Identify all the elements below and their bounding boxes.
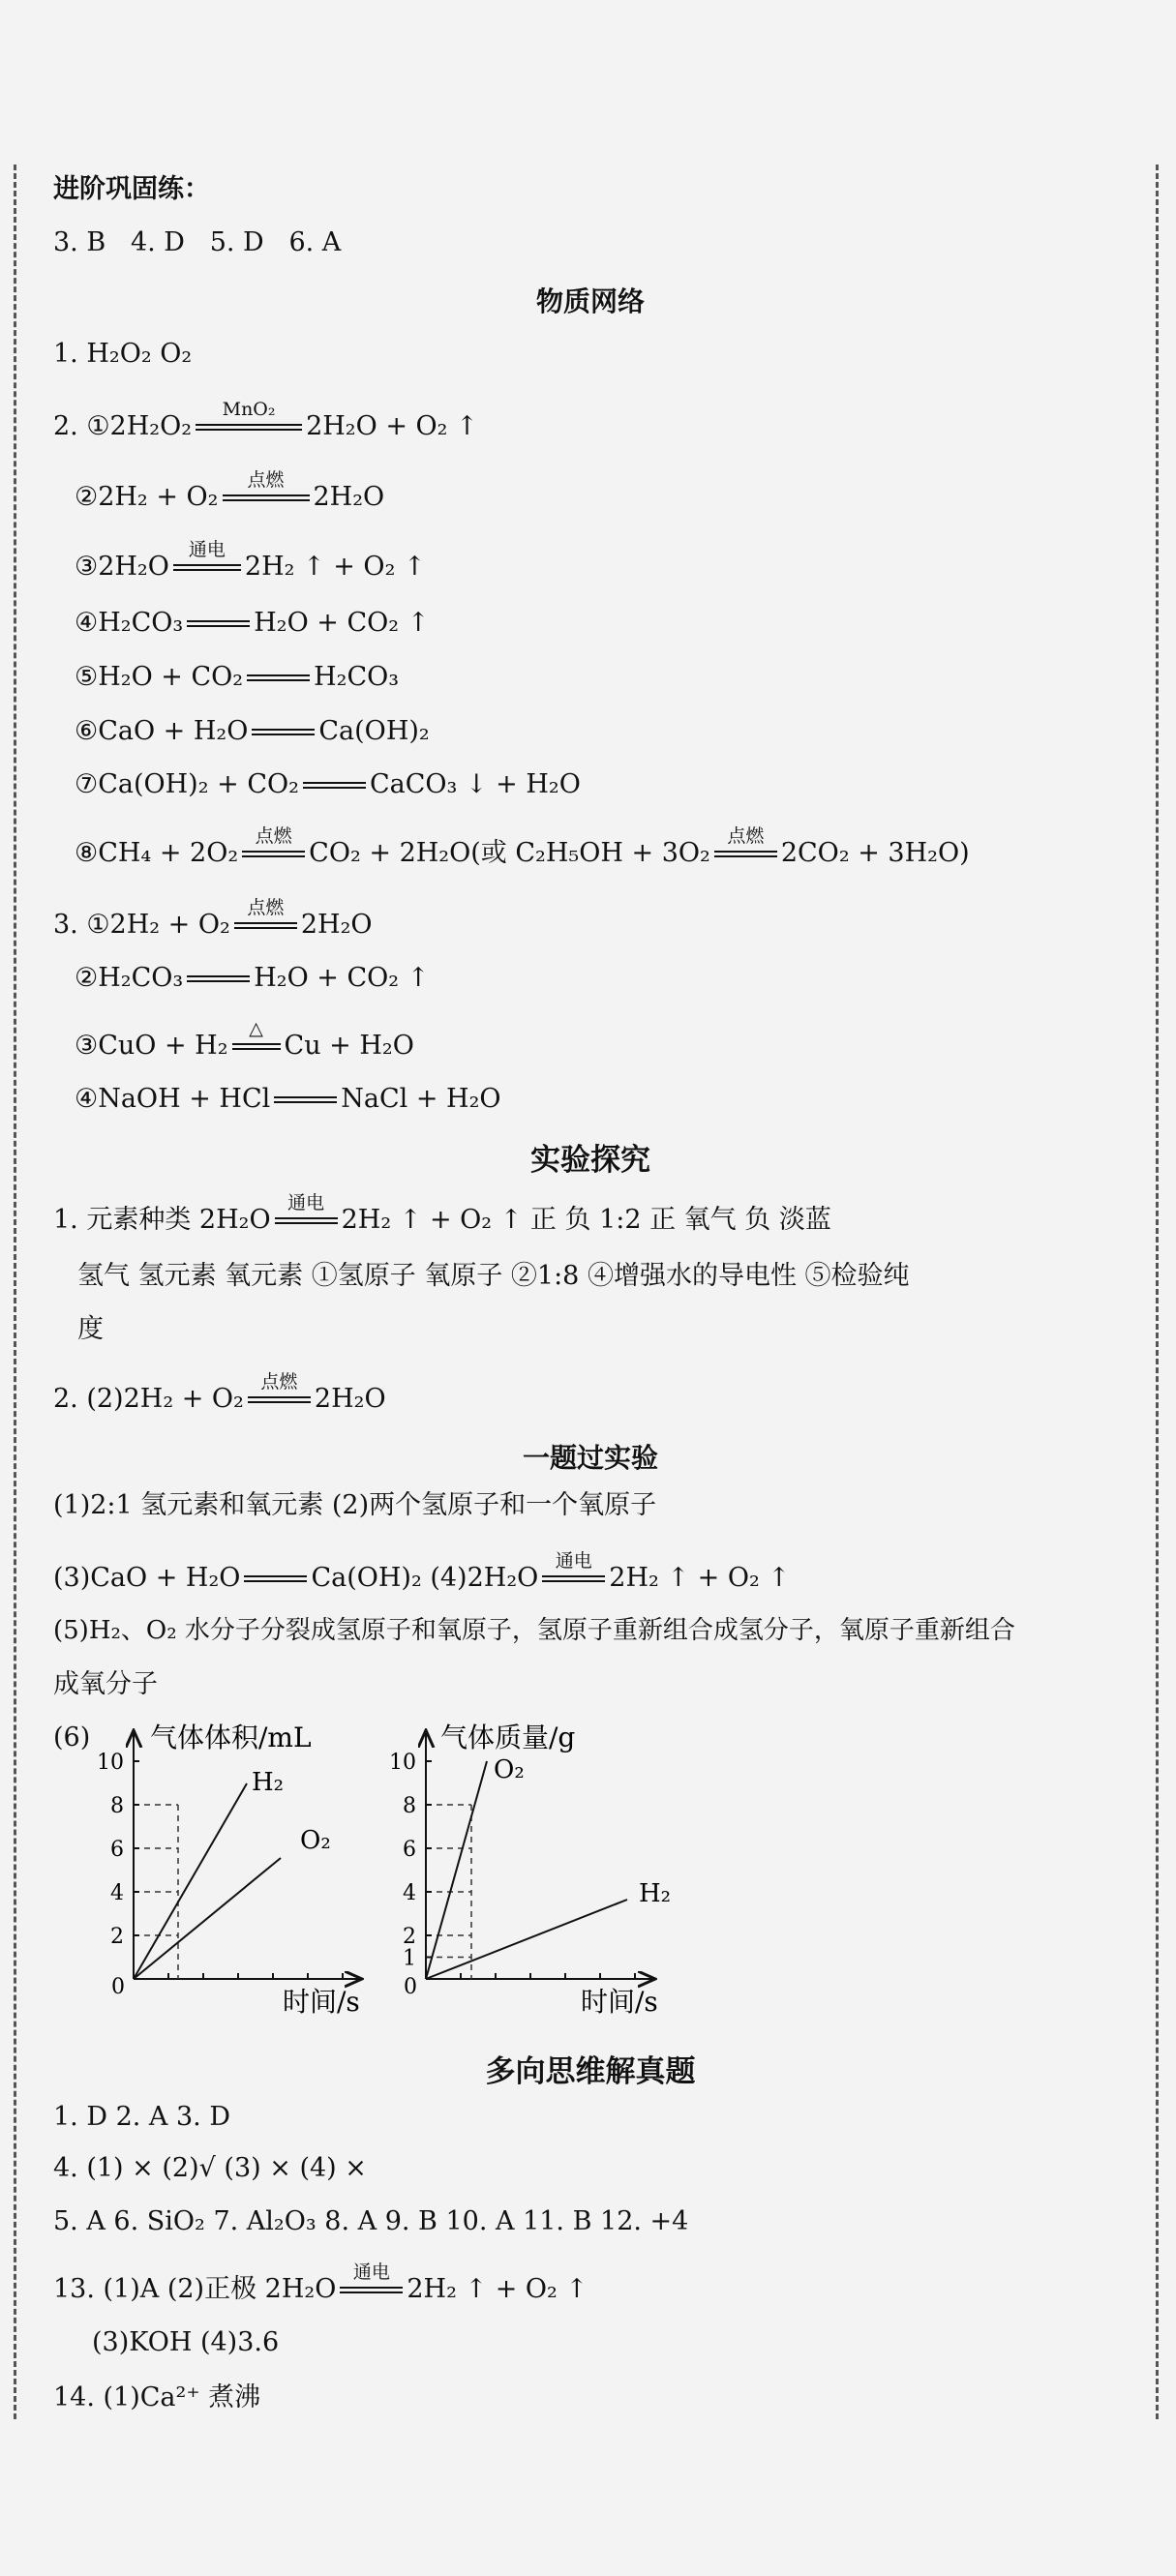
y-tick-label: 6 (403, 1838, 416, 1862)
series-line-o2 (426, 1761, 487, 1979)
left-margin-dashes (14, 165, 16, 2419)
equation-line: ⑦Ca(OH)₂ + CO₂ CaCO₃ ↓ + H₂O (75, 769, 581, 799)
one-line: (1)2:1 氢元素和氧元素 (2)两个氢原子和一个氧原子 (53, 1490, 657, 1520)
y-tick-label: 4 (403, 1881, 416, 1905)
series-label-h2: H₂ (639, 1879, 672, 1908)
review-answer: 5. D (209, 227, 264, 257)
y-axis-label: 气体体积/mL (150, 1722, 312, 1753)
multi-line: 1. D 2. A 3. D (53, 2102, 230, 2132)
graph-mass (368, 1713, 687, 2022)
y-tick-label: 2 (110, 1925, 124, 1949)
series-label-o2: O₂ (300, 1826, 331, 1855)
equation-line: ③2H₂O 通电 2H₂ ↑ + O₂ ↑ (75, 539, 426, 582)
experiment-line: 2. (2)2H₂ + O₂ 点燃 2H₂O (53, 1371, 386, 1414)
y-tick-label: 2 (403, 1925, 416, 1949)
multi-line: 4. (1) × (2)√ (3) × (4) × (53, 2153, 367, 2183)
experiment-line: 氢气 氢元素 氧元素 ①氢原子 氧原子 ②1:8 ④增强水的导电性 ⑤检验纯 (77, 1261, 910, 1291)
review-answer: 4. D (130, 227, 185, 257)
y-tick-label: 1 (403, 1946, 416, 1971)
multi-line: 14. (1)Ca²⁺ 煮沸 (53, 2382, 261, 2412)
y-tick-label: 8 (403, 1794, 416, 1818)
equation-line: ③CuO + H₂ △ Cu + H₂O (75, 1018, 414, 1061)
section-title-multi: 多向思维解真题 (485, 2054, 696, 2089)
review-answer: 6. A (288, 227, 342, 257)
review-answers (53, 227, 341, 258)
equation-line: ②2H₂ + O₂ 点燃 2H₂O (75, 469, 385, 512)
equation-line: 3. ①2H₂ + O₂ 点燃 2H₂O (53, 897, 373, 940)
equation-line: ④NaOH + HCl NaCl + H₂O (75, 1084, 501, 1114)
one-line: (5)H₂、O₂ 水分子分裂成氢原子和氧原子，氢原子重新组合成氢分子，氧原子重新组合 (53, 1616, 1015, 1645)
y-tick-label: 4 (110, 1881, 124, 1905)
equation-line: ⑧CH₄ + 2O₂ 点燃 CO₂ + 2H₂O(或 C₂H₅OH + 3O₂ 点燃 2CO₂ + 3H₂O) (75, 825, 970, 868)
x-axis-label: 时间/s (581, 1986, 658, 2018)
review-answer: 3. B (53, 227, 106, 257)
series-label-h2: H₂ (252, 1768, 285, 1797)
series-line-o2 (134, 1858, 281, 1979)
graph-volume (58, 1713, 377, 2022)
one-line: (6) (53, 1722, 91, 1752)
y-tick-label: 10 (389, 1751, 416, 1775)
origin-label: 0 (404, 1975, 417, 1999)
multi-line: 13. (1)A (2)正极 2H₂O 通电 2H₂ ↑ + O₂ ↑ (53, 2261, 588, 2304)
right-margin-dashes (1156, 165, 1159, 2419)
section-title-one: 一题过实验 (522, 1442, 658, 1474)
y-axis-label: 气体质量/g (440, 1722, 576, 1753)
x-axis-label: 时间/s (283, 1986, 360, 2018)
equation-line: ⑤H₂O + CO₂ H₂CO₃ (75, 662, 400, 692)
equation-line: ②H₂CO₃ H₂O + CO₂ ↑ (75, 963, 430, 993)
review-title: 进阶巩固练： (53, 174, 210, 204)
y-tick-label: 8 (110, 1794, 124, 1818)
experiment-line: 度 (77, 1314, 104, 1344)
multi-line: (3)KOH (4)3.6 (92, 2327, 280, 2357)
section-title-material: 物质网络 (535, 285, 645, 317)
section-title-experiment: 实验探究 (530, 1143, 650, 1178)
series-line-h2 (426, 1900, 627, 1979)
experiment-line: 1. 元素种类 2H₂O 通电 2H₂ ↑ + O₂ ↑ 正 负 1:2 正 氧气 负 淡蓝 (53, 1192, 831, 1235)
equation-line: 2. ①2H₂O₂ MnO₂ 2H₂O + O₂ ↑ (53, 399, 478, 441)
origin-label: 0 (111, 1975, 125, 1999)
one-line: (3)CaO + H₂O Ca(OH)₂ (4)2H₂O 通电 2H₂ ↑ + O₂ ↑ (53, 1550, 790, 1593)
one-line: 成氧分子 (53, 1669, 158, 1699)
y-tick-label: 10 (97, 1751, 124, 1775)
series-line-h2 (134, 1783, 247, 1979)
q1-line: 1. H₂O₂ O₂ (53, 339, 193, 369)
equation-line: ④H₂CO₃ H₂O + CO₂ ↑ (75, 608, 430, 638)
equation-line: ⑥CaO + H₂O Ca(OH)₂ (75, 716, 430, 746)
series-label-o2: O₂ (494, 1755, 525, 1784)
multi-line: 5. A 6. SiO₂ 7. Al₂O₃ 8. A 9. B 10. A 11. B 12. +4 (53, 2206, 689, 2236)
y-tick-label: 6 (110, 1838, 124, 1862)
